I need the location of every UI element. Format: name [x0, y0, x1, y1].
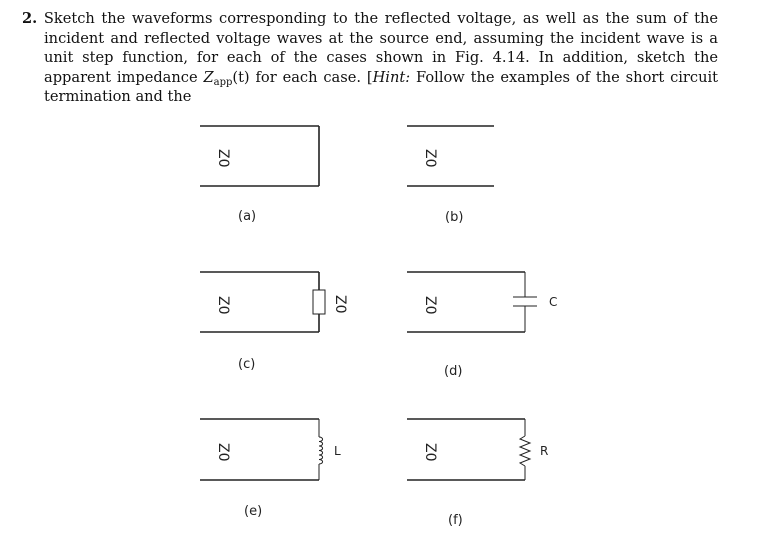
load-c-label: Z0	[332, 295, 348, 314]
caption-a: (a)	[238, 209, 257, 224]
z-app-subscript: app	[213, 76, 233, 88]
caption-f: (f)	[448, 513, 463, 528]
problem-text-3: Follow the examples of the short circuit termination and the	[44, 68, 719, 106]
circuit-b	[407, 126, 494, 225]
caption-e: (e)	[244, 504, 263, 519]
load-e-label: L	[334, 444, 341, 458]
caption-c: (c)	[238, 357, 256, 372]
caption-b: (b)	[445, 210, 464, 225]
inductor-coil-icon	[319, 437, 323, 464]
z-app-arg: (t)	[232, 68, 250, 86]
resistor-box-icon	[313, 290, 325, 314]
hint-label: Hint:	[372, 68, 411, 86]
circuit-c	[200, 272, 348, 372]
line-f-z0-label: Z0	[422, 443, 438, 462]
load-f-label: R	[540, 444, 549, 458]
problem-text-1: Sketch the waveforms corresponding to the reflected voltage, as well as the sum of the incident and reflected voltage waves at the source end, assuming the incident wave is a unit step function, for each of the cases shown in Fig. 4.14. In addition, sketch the apparent impedance	[43, 10, 718, 86]
line-b-z0-label: Z0	[422, 149, 438, 168]
circuit-f	[407, 419, 548, 528]
problem-number: 2.	[22, 10, 38, 27]
line-c-z0-label: Z0	[215, 296, 231, 315]
line-d-z0-label: Z0	[422, 296, 438, 315]
z-app-symbol: Z	[203, 68, 214, 86]
circuit-d	[407, 272, 557, 379]
problem-text-2: for each case. [	[249, 68, 373, 86]
circuit-e	[200, 419, 341, 519]
resistor-zigzag-icon	[520, 436, 530, 466]
circuit-a	[200, 126, 319, 224]
caption-d: (d)	[444, 364, 463, 379]
load-d-label: C	[549, 295, 558, 309]
line-a-z0-label: Z0	[215, 149, 231, 168]
line-e-z0-label: Z0	[215, 443, 231, 462]
